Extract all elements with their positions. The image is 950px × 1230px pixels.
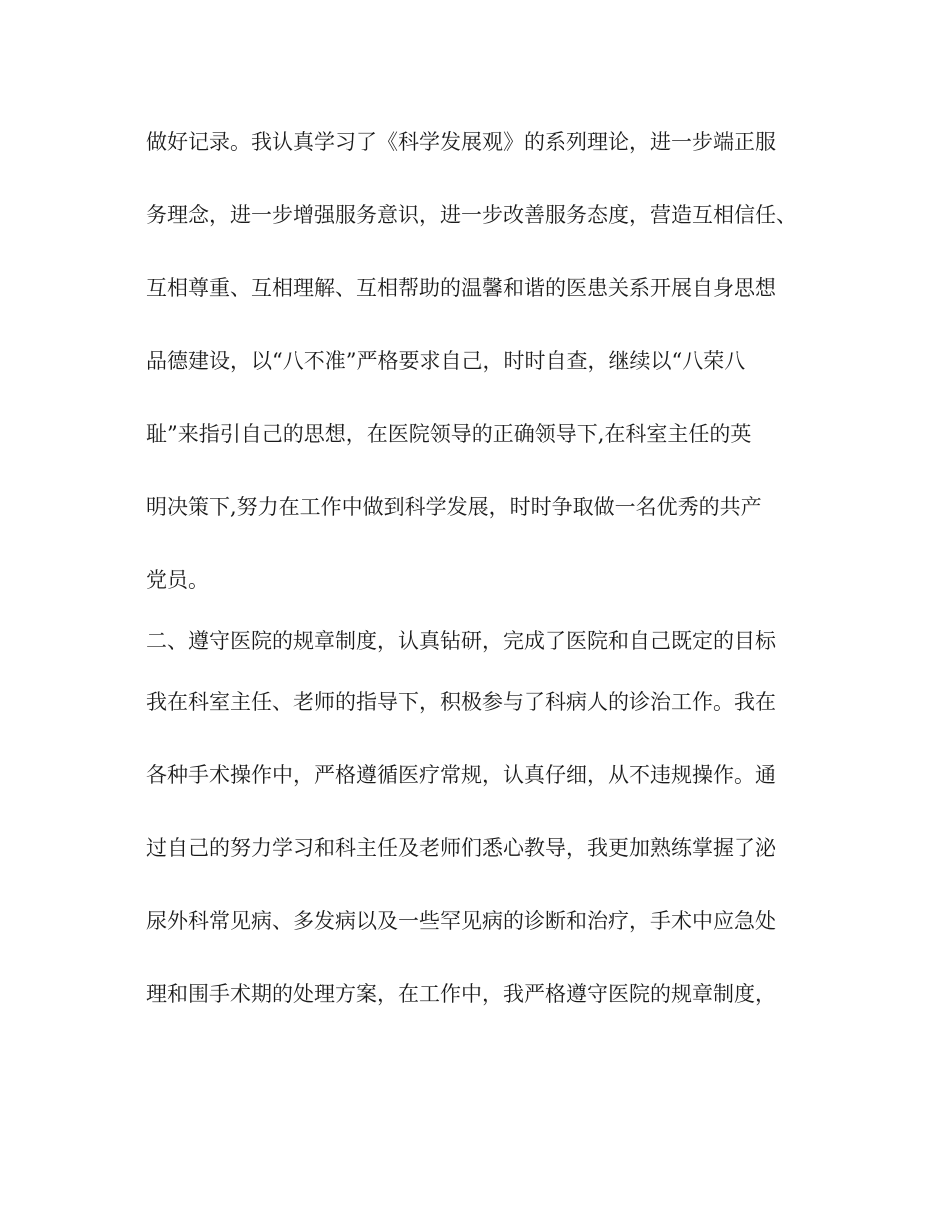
text-line: 各种手术操作中，严格遵循医疗常规，认真仔细，从不违规操作。通: [146, 763, 776, 787]
text-line: 明决策下,努力在工作中做到科学发展，时时争取做一名优秀的共产: [146, 495, 762, 519]
text-line: 我在科室主任、老师的指导下，积极参与了科病人的诊治工作。我在: [146, 690, 776, 714]
section-heading: 二、遵守医院的规章制度，认真钻研，完成了医院和自己既定的目标: [146, 629, 776, 653]
text-line: 过自己的努力学习和科主任及老师们悉心教导，我更加熟练掌握了泌: [146, 836, 776, 860]
text-line: 理和围手术期的处理方案，在工作中，我严格遵守医院的规章制度，: [146, 982, 776, 1006]
text-line: 做好记录。我认真学习了《科学发展观》的系列理论，进一步端正服: [146, 130, 776, 154]
text-line: 党员。: [146, 568, 209, 592]
text-line: 务理念，进一步增强服务意识，进一步改善服务态度，营造互相信任、: [146, 203, 797, 227]
text-line: 尿外科常见病、多发病以及一些罕见病的诊断和治疗，手术中应急处: [146, 909, 776, 933]
text-line: 互相尊重、互相理解、互相帮助的温馨和谐的医患关系开展自身思想: [146, 276, 776, 300]
text-line: 品德建设，以“八不准”严格要求自己，时时自查，继续以“八荣八: [146, 349, 746, 373]
text-line: 耻”来指引自己的思想，在医院领导的正确领导下,在科室主任的英: [146, 422, 752, 446]
